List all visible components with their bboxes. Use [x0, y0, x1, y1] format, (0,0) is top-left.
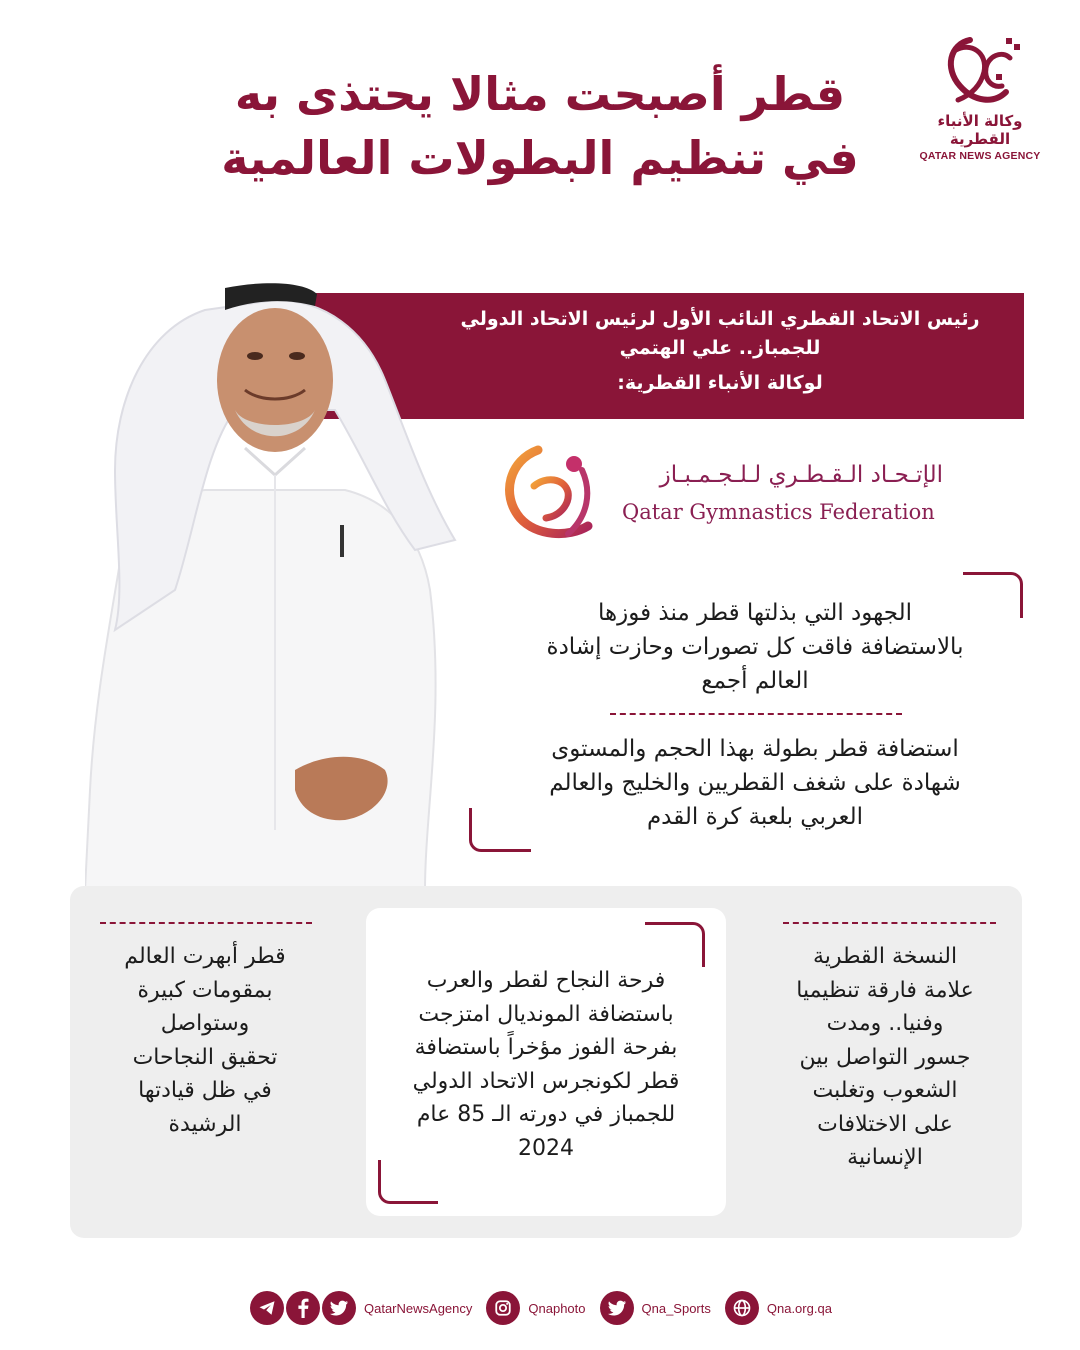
quote-2-line-1: استضافة قطر بطولة بهذا الحجم والمستوى — [551, 736, 959, 762]
headline-line-1: قطر أصبحت مثالا يحتذى به — [234, 67, 846, 121]
qna-logo — [905, 30, 1055, 160]
twitter-handle-sports[interactable]: Qna_Sports — [641, 1300, 711, 1316]
fact-right-line: النسخة القطرية — [812, 944, 958, 969]
fact-center-line: 2024 — [518, 1135, 574, 1161]
qna-orbit-logo-icon — [930, 30, 1030, 110]
fact-left-line: قطر أبهرت العالم — [124, 944, 286, 969]
portrait-photo — [85, 270, 465, 890]
right-column-divider — [783, 922, 996, 924]
quote-1-line-1: الجهود التي بذلتها قطر منذ فوزها — [597, 600, 913, 626]
globe-icon[interactable] — [725, 1291, 759, 1325]
fact-right-line: علامة فارقة تنظيميا — [796, 977, 974, 1003]
banner-line-3: لوكالة الأنباء القطرية: — [617, 372, 823, 394]
qna-arabic-name: وكالة الأنباء القطرية — [937, 112, 1023, 148]
corner-bracket-bottom-left — [469, 808, 531, 852]
banner-line-2: للجمباز.. علي الهتمي — [619, 337, 821, 359]
headline-line-2: في تنظيم البطولات العالمية — [221, 131, 859, 185]
gymnast-swirl-logo-icon — [498, 442, 618, 542]
fact-center-line: قطر لكونجرس الاتحاد الدولي — [412, 1068, 680, 1094]
fact-right-line: الإنسانية — [847, 1145, 923, 1170]
left-column-divider — [100, 922, 312, 924]
fact-left — [90, 940, 320, 1141]
banner-line-1: رئيس الاتحاد القطري النائب الأول لرئيس الاتحاد الدولي — [460, 308, 980, 330]
fact-center — [380, 964, 712, 1165]
website-link[interactable]: Qna.org.qa — [766, 1300, 832, 1316]
social-footer — [250, 1290, 846, 1326]
federation-english-name: Qatar Gymnastics Federation — [622, 500, 935, 524]
twitter-handle-qna[interactable]: QatarNewsAgency — [364, 1300, 473, 1316]
instagram-handle[interactable]: Qnaphoto — [528, 1300, 586, 1316]
fact-right-line: جسور التواصل بين — [799, 1044, 971, 1070]
card-bracket-bottom-left — [378, 1160, 438, 1204]
telegram-icon[interactable] — [250, 1291, 284, 1325]
fact-left-line: بمقومات كبيرة — [137, 977, 273, 1003]
fact-left-line: وستواصل — [160, 1011, 250, 1036]
fact-right-line: على الاختلافات — [817, 1111, 953, 1137]
fact-center-line: بفرحة الفوز مؤخراً باستضافة — [414, 1035, 678, 1060]
quote-2-line-3: العربي بلعبة كرة القدم — [646, 804, 864, 830]
fact-center-line: للجمباز في دورته الـ 85 عام — [416, 1102, 676, 1127]
quote-2 — [500, 732, 1010, 834]
fact-left-line: في ظل قيادتها — [138, 1078, 272, 1103]
fact-center-line: فرحة النجاح لقطر والعرب — [426, 968, 666, 993]
quote-1-line-3: العالم أجمع — [701, 668, 809, 694]
gymnastics-federation-logo — [498, 442, 958, 542]
fact-left-line: تحقيق النجاحات — [132, 1044, 278, 1070]
quote-1-line-2: بالاستضافة فاقت كل تصورات وحازت إشادة — [546, 634, 964, 660]
page-headline — [190, 62, 890, 190]
fact-right-line: وفنيا.. ومدت — [826, 1011, 944, 1036]
federation-arabic-name: الإتـحـاد الـقـطـري لـلـجـمـبـاز — [659, 462, 943, 488]
fact-right-line: الشعوب وتغلبت — [812, 1078, 958, 1103]
quote-1 — [500, 596, 1010, 698]
twitter-icon[interactable] — [322, 1291, 356, 1325]
instagram-icon[interactable] — [486, 1291, 520, 1325]
quote-2-line-2: شهادة على شغف القطريين والخليج والعالم — [549, 770, 961, 796]
fact-right — [760, 940, 1010, 1175]
quote-divider — [610, 713, 902, 715]
twitter-icon[interactable] — [600, 1291, 634, 1325]
fact-center-line: باستضافة المونديال امتزجت — [418, 1001, 674, 1027]
card-bracket-top-right — [645, 922, 705, 967]
qna-english-name: QATAR NEWS AGENCY — [919, 150, 1041, 162]
speaker-banner-text — [440, 305, 1000, 398]
fact-left-line: الرشيدة — [168, 1111, 242, 1137]
facebook-icon[interactable] — [286, 1291, 320, 1325]
